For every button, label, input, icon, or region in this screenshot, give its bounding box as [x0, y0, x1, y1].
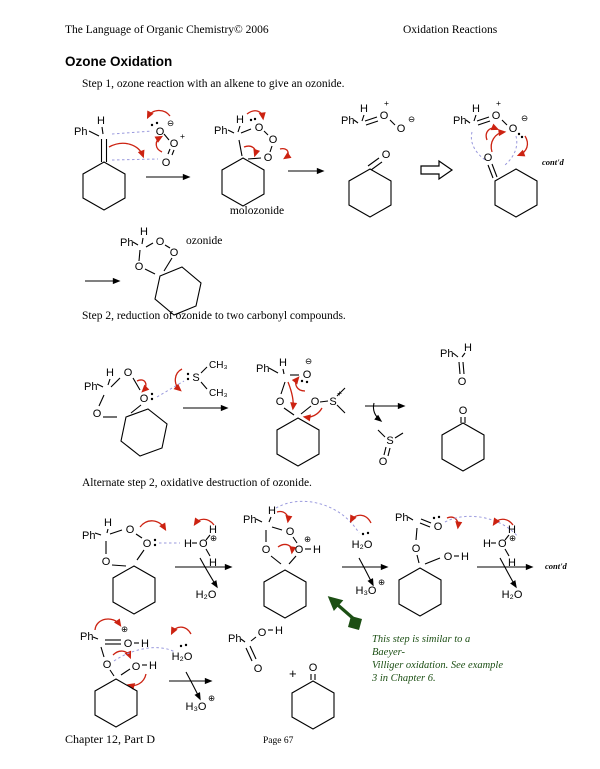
benzaldehyde-product	[440, 342, 472, 388]
alkene-structure	[74, 115, 158, 210]
svg-text:O: O	[139, 393, 149, 405]
svg-text:O: O	[155, 126, 165, 138]
svg-text:H: H	[209, 524, 217, 536]
svg-text:⊖: ⊖	[167, 118, 175, 128]
hydronium-ion-1	[184, 519, 217, 569]
svg-text:O: O	[443, 551, 453, 563]
benzoic-acid-product	[228, 625, 283, 675]
water-nucleophile-1	[351, 515, 373, 551]
svg-text:+: +	[384, 98, 389, 108]
svg-text:O: O	[498, 538, 507, 550]
cyclohexanone-product-row5	[292, 662, 334, 729]
alkoxide-sulfonium-intermediate	[256, 356, 345, 466]
note-pointer-arrow	[331, 599, 362, 630]
svg-text:H₂O: H₂O	[501, 589, 523, 601]
svg-text:O: O	[310, 396, 320, 408]
reaction-arrow-8	[477, 558, 532, 601]
svg-text:Ph: Ph	[214, 125, 228, 137]
svg-text:O: O	[381, 149, 391, 161]
svg-text:⊕: ⊕	[304, 534, 312, 544]
svg-text:O: O	[411, 543, 421, 555]
reaction-arrow-5	[365, 403, 404, 421]
svg-text:⊕: ⊕	[208, 693, 216, 703]
svg-text:O: O	[458, 405, 468, 417]
svg-text:⊕: ⊕	[509, 533, 517, 543]
svg-text:O: O	[275, 396, 285, 408]
reaction-arrow-9	[169, 672, 215, 713]
svg-text:H: H	[97, 115, 105, 127]
contd-note-1: cont'd	[542, 157, 564, 167]
svg-text:⊕: ⊕	[210, 533, 218, 543]
svg-text:O: O	[257, 627, 267, 639]
svg-text:H: H	[279, 357, 287, 369]
baeyer-villiger-note: This step is similar to a Baeyer- Villiger oxidation. See example 3 in Chapter 6.	[372, 634, 504, 684]
svg-text:H: H	[360, 103, 368, 115]
svg-text:Ph: Ph	[395, 512, 409, 524]
svg-text:H: H	[106, 367, 114, 379]
protonated-ozonide	[243, 501, 359, 618]
svg-text:O: O	[92, 408, 102, 420]
svg-text:H₂O: H₂O	[195, 589, 217, 601]
dimethyl-sulfide	[175, 360, 227, 399]
svg-text:O: O	[308, 662, 318, 674]
header-left: The Language of Organic Chemistry© 2006	[65, 24, 269, 36]
ozonide-plus-dms	[84, 367, 184, 456]
svg-text:O: O	[102, 659, 112, 671]
svg-text:H: H	[275, 625, 283, 637]
svg-text:Ph: Ph	[256, 363, 270, 375]
svg-text:H: H	[268, 505, 276, 517]
svg-text:⊕: ⊕	[121, 624, 129, 634]
cyclohexanone-product-row3	[442, 405, 484, 471]
svg-text:O: O	[101, 556, 111, 568]
svg-text:+: +	[337, 388, 342, 398]
water-nucleophile-2	[172, 627, 193, 663]
svg-text:S: S	[386, 435, 394, 447]
footer-page-number: Page 67	[263, 736, 294, 746]
svg-text:H: H	[104, 517, 112, 529]
step1-caption: Step 1, ozone reaction with an alkene to give an ozonide.	[82, 78, 345, 90]
svg-text:Ph: Ph	[243, 514, 257, 526]
svg-text:O: O	[142, 538, 152, 550]
svg-text:O: O	[483, 152, 493, 164]
hydroxy-ester-intermediate	[395, 512, 518, 616]
carbonyl-oxide-recombination	[453, 98, 537, 217]
page-title: Ozone Oxidation	[65, 54, 173, 69]
ozonide-label: ozonide	[186, 235, 223, 247]
svg-text:CH₃: CH₃	[209, 360, 228, 371]
svg-text:⊕: ⊕	[378, 577, 386, 587]
svg-text:H₂O: H₂O	[351, 539, 373, 551]
svg-text:Ph: Ph	[440, 348, 454, 360]
svg-text:+: +	[180, 131, 185, 141]
svg-text:O: O	[378, 456, 388, 468]
carbonyl-oxide-and-cyclohexanone	[341, 98, 415, 217]
svg-text:H: H	[464, 342, 472, 354]
svg-text:O: O	[199, 538, 208, 550]
svg-text:O: O	[433, 521, 443, 533]
svg-text:O: O	[396, 123, 406, 135]
hydronium-ion-2	[483, 519, 516, 569]
header-right: Oxidation Reactions	[403, 24, 498, 36]
svg-text:O: O	[268, 134, 278, 146]
svg-text:H: H	[508, 524, 516, 536]
svg-text:H₂O: H₂O	[171, 651, 193, 663]
svg-text:H: H	[140, 226, 148, 238]
svg-text:O: O	[169, 247, 179, 259]
svg-text:H: H	[508, 557, 516, 569]
svg-text:O: O	[294, 544, 304, 556]
svg-text:O: O	[131, 661, 141, 673]
ozone-molecule	[148, 110, 185, 169]
ozonide-protonation	[82, 517, 180, 614]
svg-text:O: O	[457, 376, 467, 388]
resonance-open-arrow	[421, 161, 452, 179]
molozonide-structure	[214, 111, 288, 206]
svg-text:H: H	[313, 544, 321, 556]
svg-text:⊖: ⊖	[408, 114, 416, 124]
svg-text:O: O	[134, 261, 144, 273]
svg-text:O: O	[254, 122, 264, 134]
dmso-byproduct	[378, 430, 403, 468]
svg-text:S: S	[329, 396, 337, 408]
step2-caption: Step 2, reduction of ozonide to two carbonyl compounds.	[82, 310, 346, 322]
svg-text:Ph: Ph	[80, 631, 94, 643]
svg-text:Ph: Ph	[228, 633, 242, 645]
reaction-arrow-7	[342, 558, 387, 597]
contd-note-2: cont'd	[545, 561, 567, 571]
protonated-ester	[80, 619, 175, 727]
svg-text:O: O	[161, 157, 171, 169]
svg-text:H: H	[483, 538, 491, 550]
svg-text:O: O	[263, 152, 273, 164]
svg-text:+: +	[496, 98, 501, 108]
ozonide-structure	[120, 226, 201, 315]
svg-text:CH₃: CH₃	[209, 388, 228, 399]
svg-text:Ph: Ph	[453, 115, 467, 127]
svg-text:O: O	[123, 638, 133, 650]
footer-chapter: Chapter 12, Part D	[65, 732, 155, 746]
svg-text:H: H	[209, 557, 217, 569]
svg-text:Ph: Ph	[341, 115, 355, 127]
svg-text:O: O	[169, 138, 179, 150]
svg-text:Ph: Ph	[82, 530, 96, 542]
svg-text:S: S	[192, 372, 200, 384]
svg-text:Ph: Ph	[120, 237, 134, 249]
svg-text:H₃O: H₃O	[185, 701, 207, 713]
svg-text:H₃O: H₃O	[355, 585, 377, 597]
svg-text:O: O	[155, 236, 165, 248]
svg-text:⊖: ⊖	[521, 113, 529, 123]
svg-text:O: O	[125, 524, 135, 536]
svg-text:O: O	[491, 110, 501, 122]
svg-text:Ph: Ph	[74, 126, 88, 138]
svg-text:H: H	[461, 551, 469, 563]
molozonide-label: molozonide	[229, 205, 285, 217]
reaction-arrow-6	[175, 558, 231, 601]
svg-text:O: O	[123, 367, 133, 379]
svg-text:H: H	[184, 538, 192, 550]
svg-text:Ph: Ph	[84, 381, 98, 393]
plus-sign	[289, 666, 297, 681]
svg-text:O: O	[508, 123, 518, 135]
svg-text:O: O	[302, 369, 312, 381]
svg-text:O: O	[285, 526, 295, 538]
svg-text:H: H	[149, 660, 157, 672]
svg-text:H: H	[141, 638, 149, 650]
svg-text:O: O	[379, 110, 389, 122]
svg-text:⊖: ⊖	[305, 356, 313, 366]
svg-text:H: H	[236, 114, 244, 126]
svg-text:+: +	[289, 666, 297, 681]
svg-text:H: H	[472, 103, 480, 115]
svg-text:O: O	[261, 544, 271, 556]
alt-step2-caption: Alternate step 2, oxidative destruction of ozonide.	[82, 477, 312, 489]
svg-text:O: O	[253, 663, 263, 675]
